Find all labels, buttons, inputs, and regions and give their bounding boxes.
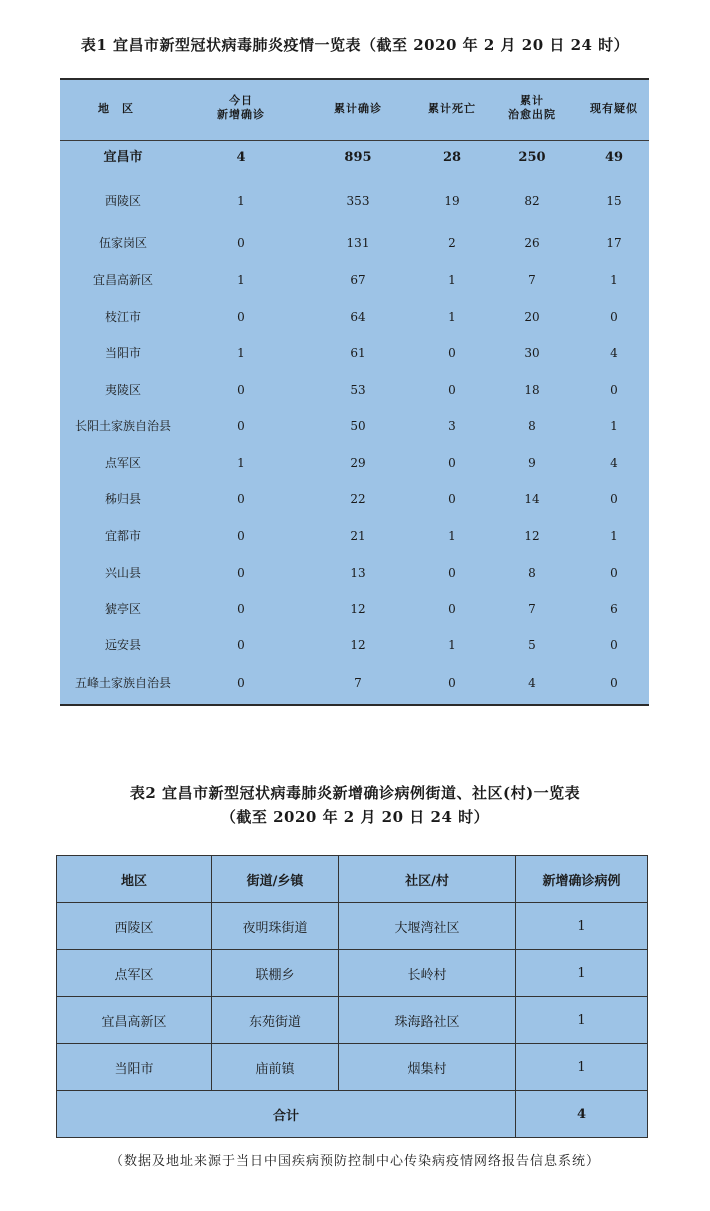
t1-cell-deaths: 0 bbox=[448, 492, 456, 506]
header-region: 地 区 bbox=[98, 102, 134, 115]
t2-cell-new-cases: 1 bbox=[516, 997, 648, 1044]
t1-cell-confirmed: 21 bbox=[350, 529, 366, 543]
t2-cell-community: 长岭村 bbox=[339, 950, 516, 997]
t2-header-region: 地区 bbox=[57, 856, 212, 903]
t1-cell-confirmed: 67 bbox=[350, 273, 366, 287]
t1-cell-region: 五峰土家族自治县 bbox=[74, 676, 171, 690]
t1-cell-region: 西陵区 bbox=[104, 194, 141, 208]
t1-cell-recovered: 20 bbox=[524, 310, 540, 324]
t1-cell-recovered: 30 bbox=[524, 346, 540, 360]
t2-cell-community: 烟集村 bbox=[339, 1044, 516, 1091]
table-row bbox=[57, 1044, 648, 1091]
header-today-new-line2: 新增确诊 bbox=[217, 107, 265, 121]
t1-cell-region: 猇亭区 bbox=[104, 602, 141, 616]
t1-cell-deaths: 0 bbox=[448, 602, 456, 616]
t1-cell-new: 0 bbox=[237, 419, 245, 433]
t1-cell-deaths: 0 bbox=[448, 383, 456, 397]
t1-cell-suspected: 6 bbox=[610, 602, 618, 616]
t1-cell-confirmed: 12 bbox=[350, 602, 366, 616]
t1-cell-confirmed: 12 bbox=[350, 638, 366, 652]
table1-title: 表1 宜昌市新型冠状病毒肺炎疫情一览表（截至 2020 年 2 月 20 日 24 时） bbox=[80, 36, 630, 54]
table1 bbox=[60, 78, 649, 706]
t1-cell-deaths: 1 bbox=[448, 273, 456, 287]
t2-header-new-cases: 新增确诊病例 bbox=[516, 856, 648, 903]
t1-cell-region: 当阳市 bbox=[104, 346, 141, 360]
t1-cell-deaths: 0 bbox=[448, 456, 456, 470]
t1-cell-confirmed: 64 bbox=[350, 310, 366, 324]
t2-cell-street: 庙前镇 bbox=[212, 1044, 339, 1091]
t1-cell-region: 夷陵区 bbox=[104, 383, 141, 397]
t1-cell-region: 长阳土家族自治县 bbox=[74, 419, 171, 433]
t1-cell-deaths: 1 bbox=[448, 529, 456, 543]
table2-subtitle: （截至 2020 年 2 月 20 日 24 时） bbox=[220, 808, 490, 826]
t2-header-community: 社区/村 bbox=[339, 856, 516, 903]
table-row bbox=[57, 997, 648, 1044]
t2-total-value: 4 bbox=[516, 1091, 648, 1138]
t1-cell-region: 点军区 bbox=[104, 456, 141, 470]
t1-cell-suspected: 0 bbox=[610, 383, 618, 397]
t1-cell-suspected: 49 bbox=[604, 150, 624, 165]
t1-cell-region: 远安县 bbox=[104, 638, 141, 652]
t1-cell-suspected: 4 bbox=[610, 346, 618, 360]
t2-cell-street: 联棚乡 bbox=[212, 950, 339, 997]
t2-cell-region: 点军区 bbox=[57, 950, 212, 997]
t1-cell-confirmed: 13 bbox=[350, 566, 366, 580]
t1-cell-deaths: 1 bbox=[448, 310, 456, 324]
t1-cell-region: 秭归县 bbox=[104, 492, 141, 506]
t1-cell-confirmed: 61 bbox=[350, 346, 366, 360]
table2 bbox=[56, 855, 648, 1138]
header-recovered-line2: 治愈出院 bbox=[508, 107, 556, 121]
t1-cell-new: 0 bbox=[237, 383, 245, 397]
t1-cell-suspected: 4 bbox=[610, 456, 618, 470]
t1-cell-recovered: 7 bbox=[528, 273, 536, 287]
t1-cell-recovered: 8 bbox=[528, 566, 536, 580]
t1-cell-confirmed: 53 bbox=[350, 383, 366, 397]
t1-cell-deaths: 19 bbox=[444, 194, 460, 208]
t2-cell-region: 当阳市 bbox=[57, 1044, 212, 1091]
t1-cell-deaths: 3 bbox=[448, 419, 456, 433]
t2-cell-new-cases: 1 bbox=[516, 903, 648, 950]
t2-cell-street: 东苑街道 bbox=[212, 997, 339, 1044]
t1-cell-new: 1 bbox=[237, 346, 245, 360]
table-row bbox=[57, 903, 648, 950]
t1-cell-confirmed: 50 bbox=[350, 419, 366, 433]
t1-cell-suspected: 1 bbox=[610, 529, 618, 543]
table1-header-row bbox=[60, 80, 649, 141]
t1-cell-region: 宜都市 bbox=[104, 529, 141, 543]
t1-cell-confirmed: 29 bbox=[350, 456, 366, 470]
t1-cell-recovered: 8 bbox=[528, 419, 536, 433]
t1-cell-suspected: 1 bbox=[610, 273, 618, 287]
t1-cell-recovered: 18 bbox=[524, 383, 540, 397]
t1-cell-new: 1 bbox=[237, 456, 245, 470]
t1-cell-deaths: 2 bbox=[448, 236, 456, 250]
t1-cell-region: 伍家岗区 bbox=[98, 236, 147, 250]
t1-cell-new: 1 bbox=[237, 194, 245, 208]
t1-cell-suspected: 0 bbox=[610, 676, 618, 690]
t1-cell-suspected: 0 bbox=[610, 310, 618, 324]
t1-cell-confirmed: 7 bbox=[354, 676, 362, 690]
t1-cell-suspected: 17 bbox=[606, 236, 622, 250]
t1-cell-new: 0 bbox=[237, 236, 245, 250]
t1-cell-new: 0 bbox=[237, 492, 245, 506]
t1-cell-suspected: 1 bbox=[610, 419, 618, 433]
t1-cell-deaths: 0 bbox=[448, 346, 456, 360]
table-row bbox=[57, 950, 648, 997]
t2-total-label: 合计 bbox=[57, 1091, 516, 1138]
t2-header-street: 街道/乡镇 bbox=[212, 856, 339, 903]
t1-cell-new: 0 bbox=[237, 602, 245, 616]
t1-cell-deaths: 1 bbox=[448, 638, 456, 652]
t1-cell-suspected: 0 bbox=[610, 638, 618, 652]
t1-cell-confirmed: 131 bbox=[346, 236, 370, 250]
footnote: （数据及地址来源于当日中国疾病预防控制中心传染病疫情网络报告信息系统） bbox=[109, 1154, 600, 1169]
t1-cell-new: 0 bbox=[237, 529, 245, 543]
table2-total-row bbox=[57, 1091, 648, 1138]
header-confirmed: 累计确诊 bbox=[334, 102, 382, 115]
table2-header-row bbox=[57, 856, 648, 903]
t1-cell-new: 0 bbox=[237, 638, 245, 652]
t1-cell-recovered: 7 bbox=[528, 602, 536, 616]
header-recovered bbox=[492, 94, 572, 122]
t1-cell-recovered: 250 bbox=[518, 150, 546, 165]
t1-cell-recovered: 4 bbox=[528, 676, 536, 690]
t2-cell-new-cases: 1 bbox=[516, 1044, 648, 1091]
t1-cell-suspected: 15 bbox=[606, 194, 622, 208]
table2-title: 表2 宜昌市新型冠状病毒肺炎新增确诊病例街道、社区(村)一览表 bbox=[129, 784, 581, 802]
t1-cell-region: 宜昌高新区 bbox=[92, 273, 153, 287]
t1-cell-recovered: 5 bbox=[528, 638, 536, 652]
t2-cell-community: 大堰湾社区 bbox=[339, 903, 516, 950]
t1-cell-new: 4 bbox=[236, 150, 246, 165]
t2-cell-street: 夜明珠街道 bbox=[212, 903, 339, 950]
t1-cell-recovered: 14 bbox=[524, 492, 540, 506]
t1-cell-confirmed: 353 bbox=[346, 194, 370, 208]
t1-cell-deaths: 0 bbox=[448, 676, 456, 690]
t2-cell-region: 西陵区 bbox=[57, 903, 212, 950]
t1-cell-confirmed: 22 bbox=[350, 492, 366, 506]
t1-cell-recovered: 9 bbox=[528, 456, 536, 470]
header-suspected: 现有疑似 bbox=[590, 102, 638, 115]
t2-cell-new-cases: 1 bbox=[516, 950, 648, 997]
t1-cell-deaths: 28 bbox=[442, 150, 462, 165]
t1-cell-suspected: 0 bbox=[610, 492, 618, 506]
header-recovered-line1: 累计 bbox=[520, 94, 544, 107]
t1-cell-recovered: 26 bbox=[524, 236, 540, 250]
t1-cell-new: 0 bbox=[237, 566, 245, 580]
t1-cell-deaths: 0 bbox=[448, 566, 456, 580]
t2-cell-region: 宜昌高新区 bbox=[57, 997, 212, 1044]
t1-cell-region: 宜昌市 bbox=[103, 150, 143, 165]
t1-cell-recovered: 12 bbox=[524, 529, 540, 543]
t1-cell-confirmed: 895 bbox=[344, 150, 372, 165]
t1-cell-region: 兴山县 bbox=[104, 566, 141, 580]
t1-cell-new: 0 bbox=[237, 310, 245, 324]
t2-cell-community: 珠海路社区 bbox=[339, 997, 516, 1044]
header-today-new bbox=[186, 94, 296, 122]
t1-cell-region: 枝江市 bbox=[104, 310, 141, 324]
header-deaths: 累计死亡 bbox=[428, 102, 476, 115]
t1-cell-suspected: 0 bbox=[610, 566, 618, 580]
t1-cell-new: 0 bbox=[237, 676, 245, 690]
header-today-new-line1: 今日 bbox=[229, 94, 253, 107]
t1-cell-new: 1 bbox=[237, 273, 245, 287]
t1-cell-recovered: 82 bbox=[524, 194, 540, 208]
